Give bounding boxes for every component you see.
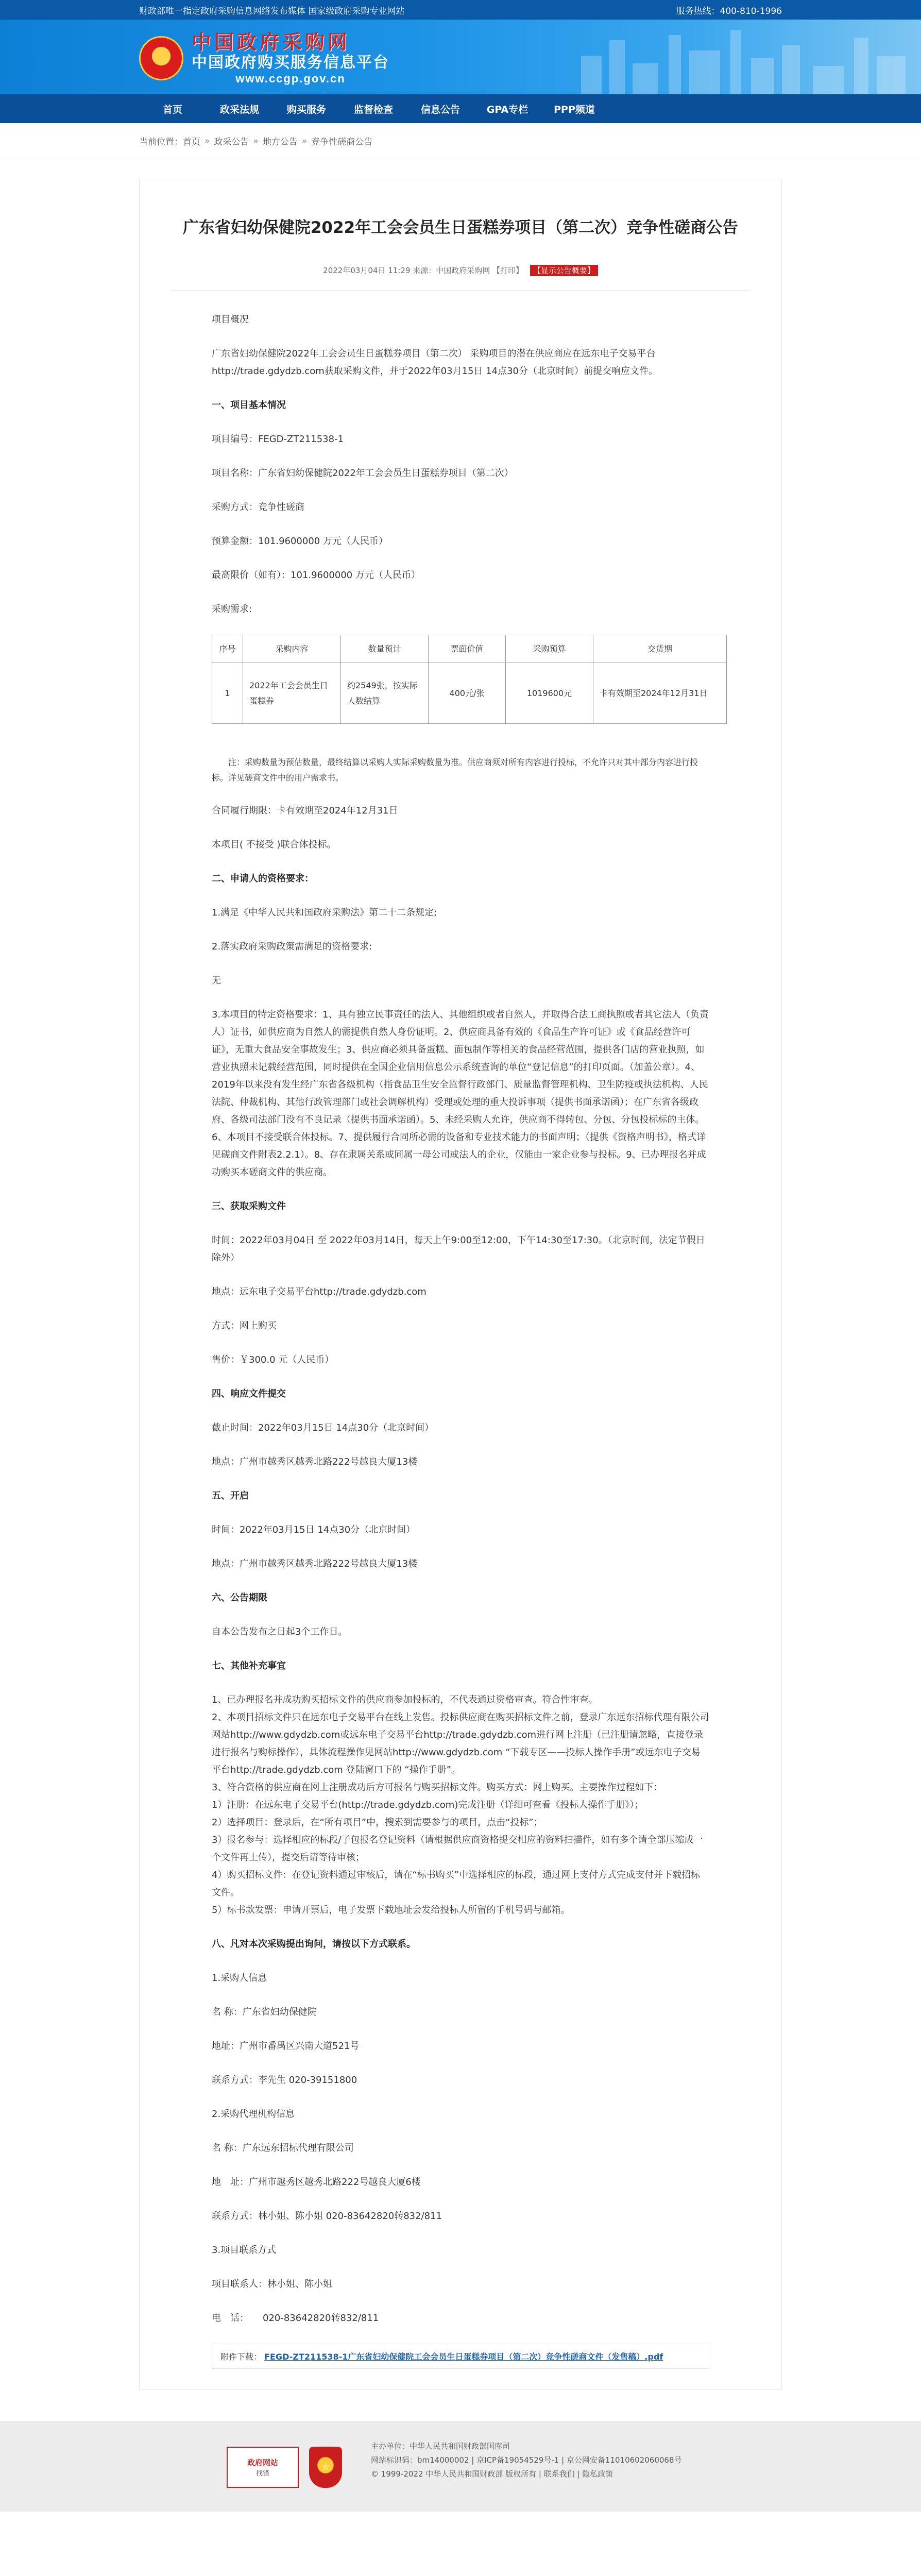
demand-label: 采购需求: bbox=[212, 604, 252, 615]
nav-purchase-services[interactable]: 购买服务 bbox=[286, 104, 326, 115]
get-docs-way: 方式：网上购买 bbox=[212, 1320, 277, 1331]
list-item: 4）购买招标文件：在登记资料通过审核后，请在“标书购买”中选择相应的标段，通过网上支付方式完成支付并下载招标文件。 bbox=[212, 1870, 701, 1898]
breadcrumb-home[interactable]: 首页 bbox=[183, 137, 200, 147]
article-body bbox=[140, 291, 781, 2327]
article-meta bbox=[170, 265, 751, 291]
contact-purchaser-address: 地址：广州市番禺区兴南大道521号 bbox=[212, 2041, 360, 2052]
contact-agency-name: 名 称：广东远东招标代理有限公司 bbox=[212, 2143, 354, 2154]
footer-registration: 网站标识码：bm14000002 | 京ICP备19054529号-1 | 京公网安备11010602060068号 bbox=[371, 2455, 682, 2465]
table-row bbox=[212, 663, 727, 724]
table-cell: 400元/张 bbox=[429, 663, 506, 724]
top-info-bar bbox=[0, 0, 921, 20]
list-item: 1、已办理报名并成功购买招标文件的供应商参加投标的，不代表通过资格审查。符合性审查。 bbox=[212, 1694, 598, 1705]
nav-regulations[interactable]: 政采法规 bbox=[219, 104, 259, 115]
gov-website-error-report-badge[interactable] bbox=[227, 2447, 299, 2488]
list-item: 3、符合资格的供应商在网上注册成功后方可报名与购买招标文件。购买方式：网上购买。主要操作过程如下： bbox=[212, 1782, 663, 1793]
get-docs-price: 售价：￥300.0 元（人民币） bbox=[212, 1354, 334, 1365]
show-summary-button[interactable]: 【显示公告概要】 bbox=[530, 265, 598, 276]
extra-info-list bbox=[212, 1691, 709, 1919]
contact-agency-phone: 联系方式：林小姐、陈小姐 020-83642820转832/811 bbox=[212, 2211, 442, 2222]
section-heading: 八、凡对本次采购提出询问，请按以下方式联系。 bbox=[212, 1939, 416, 1950]
top-slogan: 财政部唯一指定政府采购信息网络发布媒体 国家级政府采购专业网站 bbox=[139, 6, 405, 16]
list-item: 2、本项目招标文件只在远东电子交易平台在线上发售。投标供应商在购买招标文件之前，登录广东远东招标代理有限公司网站http://www.gdydzb.com或远东电子交易平台http://trade.gdydzb.com进行网上注册（已注册请忽略，直接登录进行报名与购标操作），具体流程操作见网站http://www.gdydzb.com “下载专区——投标人操作手册”或远东电子交易平台http://trade.gdydzb.com 登陆窗口下的 “操作手册”。 bbox=[212, 1712, 709, 1775]
open-time: 时间：2022年03月15日 14点30分（北京时间） bbox=[212, 1524, 416, 1535]
section-heading: 六、公告期限 bbox=[212, 1592, 267, 1603]
qualification-2: 2.落实政府采购政策需满足的资格要求: bbox=[212, 941, 372, 952]
breadcrumb bbox=[0, 123, 921, 159]
attachment-download-link[interactable]: FEGD-ZT211538-1广东省妇幼保健院工会会员生日蛋糕券项目（第二次）竞争性磋商文件（发售稿）.pdf bbox=[264, 2352, 663, 2362]
table-cell: 1019600元 bbox=[506, 663, 593, 724]
contact-project-phone: 电 话： 020-83642820转832/811 bbox=[212, 2313, 379, 2324]
breadcrumb-announcements[interactable]: 政采公告 bbox=[214, 137, 249, 147]
breadcrumb-separator: » bbox=[253, 135, 259, 146]
list-item: 1）注册：在远东电子交易平台(http://trade.gdydzb.com)完成注册（详细可查看《投标人操作手册》）； bbox=[212, 1800, 644, 1810]
max-price: 最高限价（如有）：101.9600000 万元（人民币） bbox=[212, 570, 420, 581]
breadcrumb-local[interactable]: 地方公告 bbox=[262, 137, 298, 147]
table-header: 数量预计 bbox=[341, 635, 429, 663]
get-docs-place: 地点：远东电子交易平台http://trade.gdydzb.com bbox=[212, 1286, 427, 1297]
contact-purchaser-label: 1.采购人信息 bbox=[212, 1973, 267, 1984]
table-header-row bbox=[212, 635, 727, 663]
section-heading: 七、其他补充事宜 bbox=[212, 1660, 286, 1671]
project-name: 项目名称：广东省妇幼保健院2022年工会会员生日蛋糕券项目（第二次） bbox=[212, 468, 514, 479]
nav-announcements[interactable]: 信息公告 bbox=[420, 104, 460, 115]
table-header: 采购预算 bbox=[506, 635, 593, 663]
section-heading: 一、项目基本情况 bbox=[212, 400, 286, 411]
badge-subtitle: 找错 bbox=[255, 2470, 269, 2478]
attachment-box bbox=[212, 2344, 709, 2369]
service-hotline: 服务热线：400-810-1996 bbox=[676, 6, 782, 16]
announcement-period: 自本公告发布之日起3个工作日。 bbox=[212, 1626, 348, 1637]
table-cell: 1 bbox=[212, 663, 243, 724]
table-header: 交货期 bbox=[593, 635, 727, 663]
article-date-source: 2022年03月04日 11:29 来源：中国政府采购网 【打印】 bbox=[323, 266, 524, 275]
article-container bbox=[139, 180, 782, 2390]
nav-ppp[interactable]: PPP频道 bbox=[554, 104, 595, 115]
contact-purchaser-name: 名 称：广东省妇幼保健院 bbox=[212, 2007, 317, 2018]
submit-deadline: 截止时间：2022年03月15日 14点30分（北京时间） bbox=[212, 1422, 434, 1433]
logo-subtitle: 中国政府购买服务信息平台 bbox=[192, 54, 389, 72]
footer-info bbox=[371, 2439, 682, 2481]
section-heading: 三、获取采购文件 bbox=[212, 1201, 286, 1212]
attachment-label: 附件下载： bbox=[220, 2352, 262, 2362]
requirements-table bbox=[212, 635, 727, 724]
section-heading: 二、申请人的资格要求： bbox=[212, 873, 314, 884]
submit-place: 地点：广州市越秀区越秀北路222号越良大厦13楼 bbox=[212, 1456, 418, 1467]
contract-period: 合同履行期限：卡有效期至2024年12月31日 bbox=[212, 805, 398, 816]
open-place: 地点：广州市越秀区越秀北路222号越良大厦13楼 bbox=[212, 1558, 418, 1569]
site-logo[interactable] bbox=[139, 31, 389, 86]
qualification-3: 3.本项目的特定资格要求：1、具有独立民事责任的法人、其他组织或者自然人，并取得合法工商执照或者其它法人（负责人）证书，如供应商为自然人的需提供自然人身份证明。2、供应商具备有效的《食品生产许可证》或《食品经营许可证》，无重大食品安全事故发生；3、供应商必须具备蛋糕、面包制作等相关的食品经营范围，提供各门店的营业执照，如营业执照未记载经营范围，同时提供在全国企业信用信息公示系统查询的单位“登记信息”的打印页面。（加盖公章）。4、2019年以来没有发生经广东省各级机构（指食品卫生安全监督行政部门、质量监督管理机构、卫生防疫或执法机构、人民法院、仲裁机构、其他行政管理部门或社会调解机构）受理或处理的重大投诉事项（提供书面承诺函）；在广东省各级政府、各级司法部门没有不良记录（提供书面承诺函）。5、未经采购人允许，供应商不得转包、分包、分包投标标的主体。6、本项目不接受联合体投标。7、提供履行合同所必需的设备和专业技术能力的书面声明；（提供《资格声明书》，格式详见磋商文件附表2.2.1）。8、存在隶属关系或同属一母公司或法人的企业，仅能由一家企业参与投标。9、已办理报名并成功购买本磋商文件的供应商。 bbox=[212, 1009, 709, 1178]
table-header: 票面价值 bbox=[429, 635, 506, 663]
overview-text: 广东省妇幼保健院2022年工会会员生日蛋糕券项目（第二次） 采购项目的潜在供应商应在远东电子交易平台http://trade.gdydzb.com获取采购文件，并于2022年03月15日 14点30分（北京时间）前提交响应文件。 bbox=[212, 348, 658, 377]
breadcrumb-separator: » bbox=[204, 135, 210, 146]
table-header: 序号 bbox=[212, 635, 243, 663]
nav-supervision[interactable]: 监督检查 bbox=[353, 104, 393, 115]
footer-organizer: 主办单位：中华人民共和国财政部国库司 bbox=[371, 2442, 510, 2451]
contact-agency-address: 地 址：广州市越秀区越秀北路222号越良大厦6楼 bbox=[212, 2177, 421, 2188]
nav-home[interactable]: 首页 bbox=[162, 104, 182, 115]
qualification-1: 1.满足《中华人民共和国政府采购法》第二十二条规定; bbox=[212, 907, 437, 918]
procurement-method: 采购方式：竞争性磋商 bbox=[212, 502, 304, 513]
contact-purchaser-phone: 联系方式：李先生 020-39151800 bbox=[212, 2075, 357, 2086]
nav-gpa[interactable]: GPA专栏 bbox=[486, 104, 528, 115]
breadcrumb-prefix: 当前位置： bbox=[139, 137, 183, 147]
table-cell: 卡有效期至2024年12月31日 bbox=[593, 663, 727, 724]
contact-project-person: 项目联系人：林小姐、陈小姐 bbox=[212, 2279, 332, 2290]
logo-title: 中国政府采购网 bbox=[192, 30, 351, 54]
police-badge-icon[interactable]: ★ bbox=[309, 2447, 342, 2488]
breadcrumb-separator: » bbox=[301, 135, 308, 146]
site-footer bbox=[0, 2421, 921, 2512]
table-cell: 2022年工会会员生日蛋糕券 bbox=[243, 663, 341, 724]
breadcrumb-current[interactable]: 竞争性磋商公告 bbox=[311, 137, 373, 147]
overview-label: 项目概况 bbox=[212, 314, 249, 325]
list-item: 2）选择项目：登录后，在“所有项目”中，搜索到需要参与的项目，点击“投标”； bbox=[212, 1817, 543, 1828]
logo-url: www.ccgp.gov.cn bbox=[235, 72, 346, 85]
table-note: 注：采购数量为预估数量，最终结算以采购人实际采购数量为准。供应商须对所有内容进行投标，不允许只对其中部分内容进行投标。详见磋商文件中的用户需求书。 bbox=[212, 757, 698, 783]
list-item: 5）标书款发票：申请开票后，电子发票下载地址会发给投标人所留的手机号码与邮箱。 bbox=[212, 1905, 570, 1916]
table-header: 采购内容 bbox=[243, 635, 341, 663]
main-nav bbox=[0, 94, 921, 123]
national-emblem-icon: ★ bbox=[139, 36, 183, 80]
section-heading: 四、响应文件提交 bbox=[212, 1388, 286, 1399]
banner-skyline-decoration bbox=[560, 20, 921, 94]
project-number: 项目编号：FEGD-ZT211538-1 bbox=[212, 434, 344, 445]
joint-bid: 本项目( 不接受 )联合体投标。 bbox=[212, 839, 336, 850]
budget-amount: 预算金额：101.9600000 万元（人民币） bbox=[212, 536, 388, 547]
table-cell: 约2549张，按实际人数结算 bbox=[341, 663, 429, 724]
site-banner bbox=[0, 20, 921, 94]
get-docs-time: 时间：2022年03月04日 至 2022年03月14日，每天上午9:00至12:00，下午14:30至17:30。（北京时间，法定节假日除外） bbox=[212, 1235, 705, 1263]
footer-copyright: © 1999-2022 中华人民共和国财政部 版权所有 | 联系我们 | 隐私政策 bbox=[371, 2469, 613, 2479]
list-item: 3）报名参与：选择相应的标段/子包报名登记资料（请根据供应商资格提交相应的资料扫描件，如有多个请全部压缩成一个文件再上传），提交后请等待审核； bbox=[212, 1835, 703, 1863]
article-title: 广东省妇幼保健院2022年工会会员生日蛋糕券项目（第二次）竞争性磋商公告 bbox=[182, 218, 739, 237]
qualification-2-value: 无 bbox=[212, 975, 221, 986]
contact-agency-label: 2.采购代理机构信息 bbox=[212, 2109, 295, 2120]
section-heading: 五、开启 bbox=[212, 1490, 249, 1501]
badge-title: 政府网站 bbox=[247, 2458, 278, 2467]
contact-project-label: 3.项目联系方式 bbox=[212, 2245, 277, 2256]
